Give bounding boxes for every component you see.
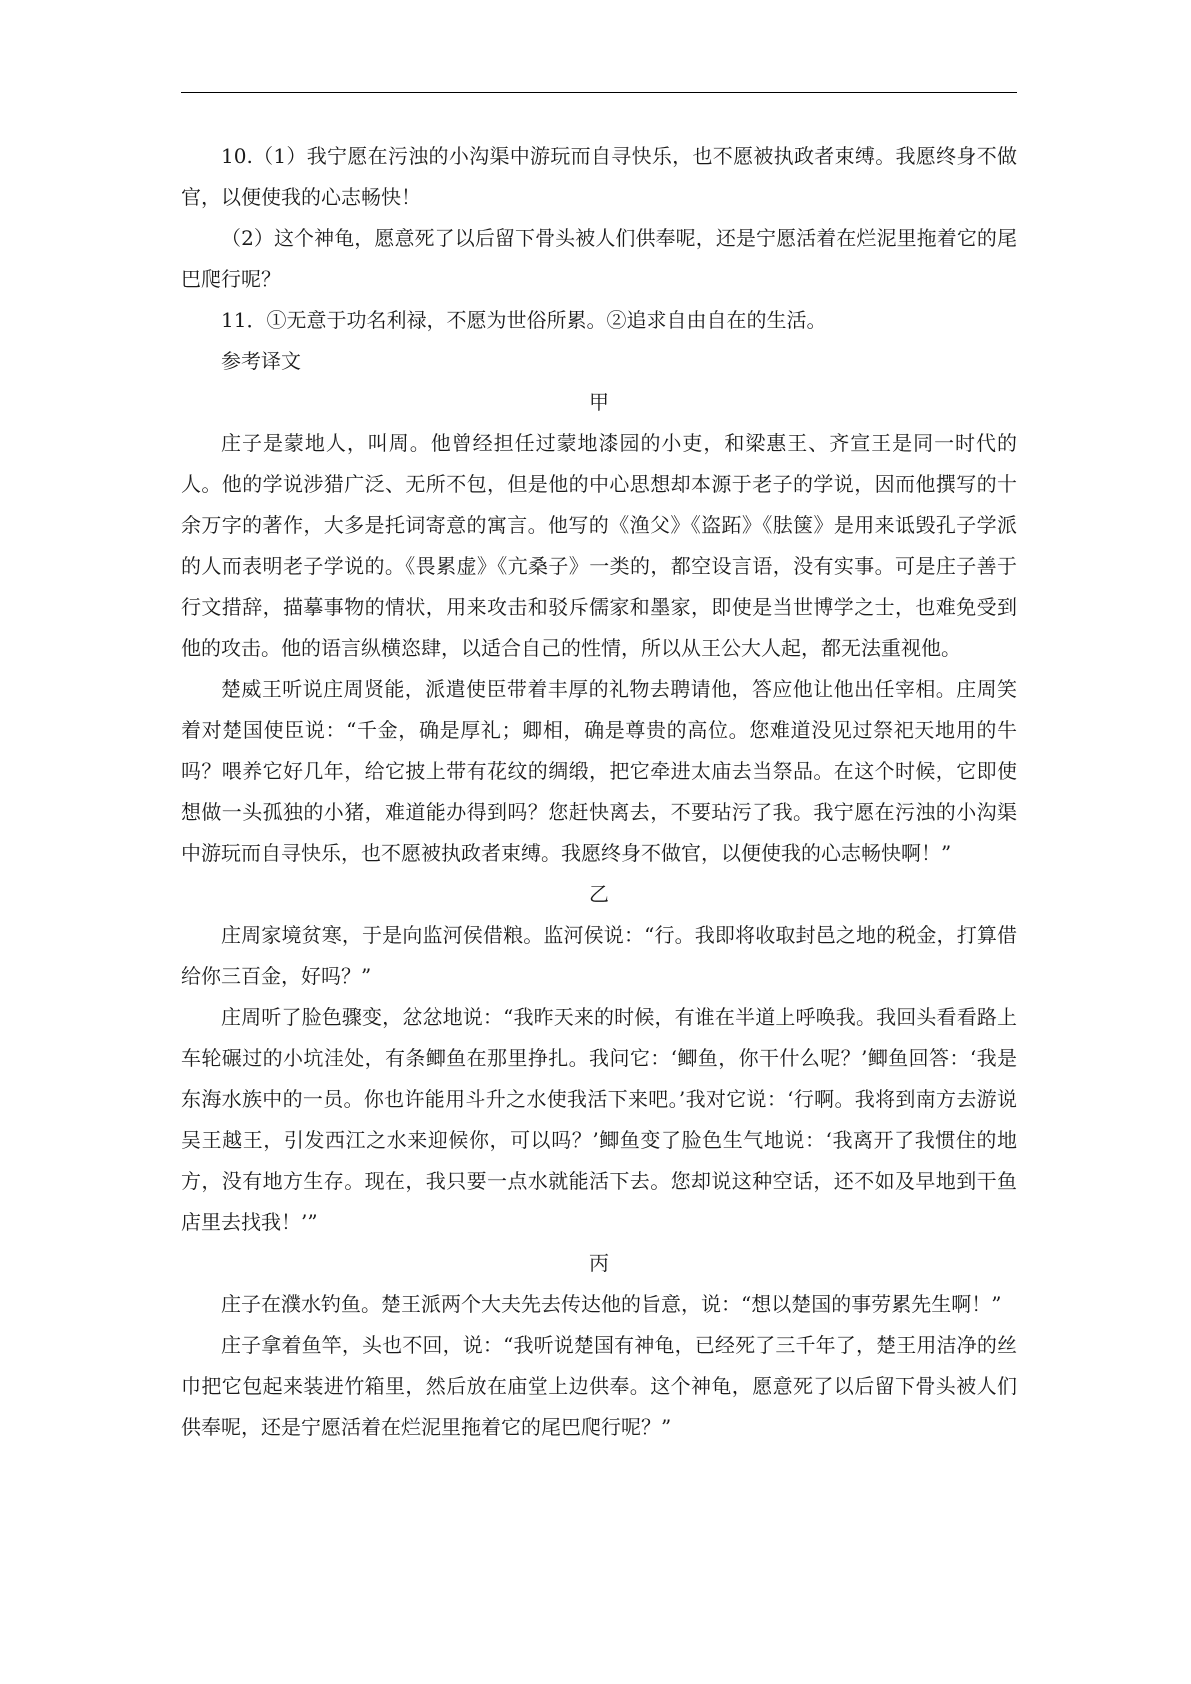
section-title-bing: 丙 xyxy=(589,1251,609,1275)
yi-paragraph-2: 庄周听了脸色骤变，忿忿地说：“我昨天来的时候，有谁在半道上呼唤我。我回头看看路上车轮碾过的小坑洼处，有条鲫鱼在那里挣扎。我问它：‘鲫鱼，你干什么呢？’鲫鱼回答：‘我是东海水族中的一员。你也许能用斗升之水使我活下来吧。’我对它说：‘行啊。我将到南方去游说吴王越王，引发西江之水来迎候你，可以吗？’鲫鱼变了脸色生气地说：‘我离开了我惯住的地方，没有地方生存。现在，我只要一点水就能活下去。您却说这种空话，还不如及早地到干鱼店里去找我！’” xyxy=(181,1005,1017,1234)
translation-heading: 参考译文 xyxy=(221,349,301,373)
bing-paragraph-2: 庄子拿着鱼竿，头也不回，说：“我听说楚国有神龟，已经死了三千年了，楚王用洁净的丝巾把它包起来装进竹箱里，然后放在庙堂上边供奉。这个神龟，愿意死了以后留下骨头被人们供奉呢，还是宁愿活着在烂泥里拖着它的尾巴爬行呢？” xyxy=(181,1333,1017,1439)
section-title-jia: 甲 xyxy=(589,390,609,414)
answer-10-1: 10.（1）我宁愿在污浊的小沟渠中游玩而自寻快乐，也不愿被执政者束缚。我愿终身不做官，以便使我的心志畅快！ xyxy=(181,144,1017,209)
answer-11: 11．①无意于功名利禄，不愿为世俗所累。②追求自由自在的生活。 xyxy=(221,308,827,332)
bing-paragraph-1: 庄子在濮水钓鱼。楚王派两个大夫先去传达他的旨意，说：“想以楚国的事劳累先生啊！” xyxy=(221,1292,1002,1316)
page-content xyxy=(181,136,1017,1448)
yi-paragraph-1: 庄周家境贫寒，于是向监河侯借粮。监河侯说：“行。我即将收取封邑之地的税金，打算借给你三百金，好吗？” xyxy=(181,923,1017,988)
header-rule xyxy=(181,92,1017,93)
section-title-yi: 乙 xyxy=(589,882,609,906)
jia-paragraph-2: 楚威王听说庄周贤能，派遣使臣带着丰厚的礼物去聘请他，答应他让他出任宰相。庄周笑着对楚国使臣说：“千金，确是厚礼；卿相，确是尊贵的高位。您难道没见过祭祀天地用的牛吗？喂养它好几年，给它披上带有花纹的绸缎，把它牵进太庙去当祭品。在这个时候，它即使想做一头孤独的小猪，难道能办得到吗？您赶快离去，不要玷污了我。我宁愿在污浊的小沟渠中游玩而自寻快乐，也不愿被执政者束缚。我愿终身不做官，以便使我的心志畅快啊！” xyxy=(181,677,1017,865)
jia-paragraph-1: 庄子是蒙地人，叫周。他曾经担任过蒙地漆园的小吏，和梁惠王、齐宣王是同一时代的人。他的学说涉猎广泛、无所不包，但是他的中心思想却本源于老子的学说，因而他撰写的十余万字的著作，大多是托词寄意的寓言。他写的《渔父》《盗跖》《胠箧》是用来诋毁孔子学派的人而表明老子学说的。《畏累虚》《亢桑子》一类的，都空设言语，没有实事。可是庄子善于行文措辞，描摹事物的情状，用来攻击和驳斥儒家和墨家，即使是当世博学之士，也难免受到他的攻击。他的语言纵横恣肆，以适合自己的性情，所以从王公大人起，都无法重视他。 xyxy=(181,431,1017,660)
answer-10-2: （2）这个神龟，愿意死了以后留下骨头被人们供奉呢，还是宁愿活着在烂泥里拖着它的尾巴爬行呢？ xyxy=(181,226,1017,291)
